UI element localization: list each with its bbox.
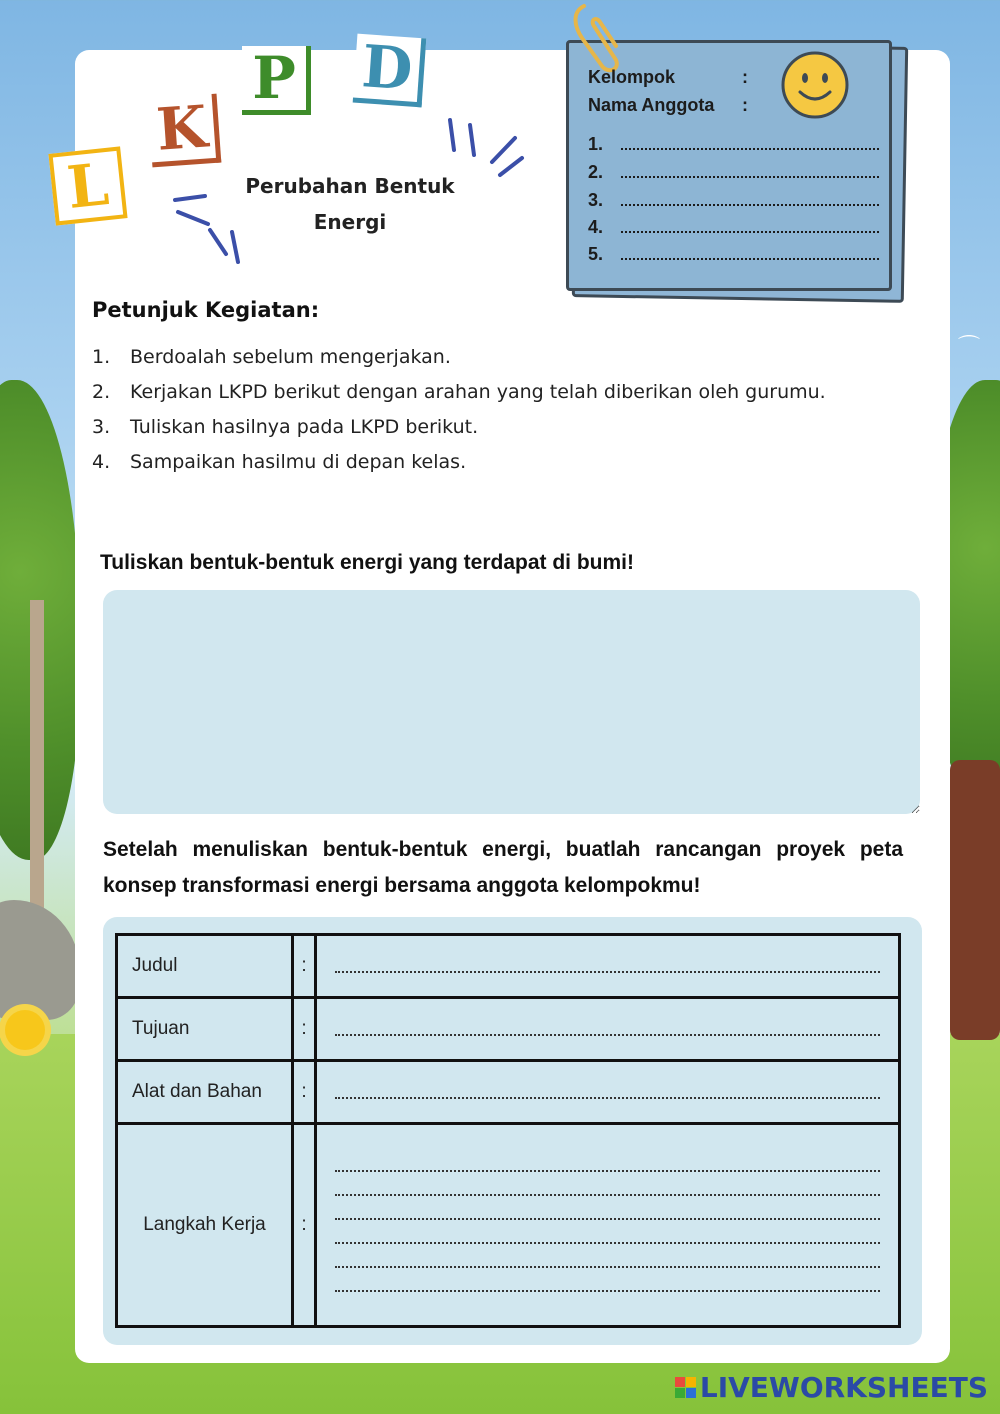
member-number: 1. xyxy=(588,134,604,154)
alat-bahan-input[interactable] xyxy=(316,1061,900,1124)
dotted-line xyxy=(335,1254,880,1268)
member-input-line[interactable] xyxy=(621,250,879,260)
watermark-text: LIVEWORKSHEETS xyxy=(699,1371,988,1404)
dotted-line xyxy=(335,1085,880,1099)
instruction-number: 3. xyxy=(92,416,111,438)
instruction-text: Sampaikan hasilmu di depan kelas. xyxy=(130,451,467,473)
liveworksheets-logo-icon xyxy=(675,1377,696,1398)
dotted-line xyxy=(335,1230,880,1244)
member-line[interactable] xyxy=(588,190,883,211)
title-line-1: Perubahan Bentuk xyxy=(245,174,455,198)
row-label: Langkah Kerja xyxy=(117,1124,293,1327)
flower-icon xyxy=(5,1010,45,1050)
member-number: 2. xyxy=(588,162,604,182)
member-input-line[interactable] xyxy=(621,223,879,233)
table-row xyxy=(117,935,900,998)
member-number: 3. xyxy=(588,190,604,210)
instructions-heading: Petunjuk Kegiatan: xyxy=(92,298,320,322)
instruction-text: Berdoalah sebelum mengerjakan. xyxy=(130,346,451,368)
instruction-item xyxy=(92,375,900,410)
instruction-number: 1. xyxy=(92,346,111,368)
table-row xyxy=(117,1124,900,1327)
instruction-item xyxy=(92,410,900,445)
table-row xyxy=(117,1061,900,1124)
instruction-item xyxy=(92,445,900,480)
instruction-text: Tuliskan hasilnya pada LKPD berikut. xyxy=(130,416,479,438)
project-plan-panel xyxy=(103,917,922,1345)
dotted-line xyxy=(335,1206,880,1220)
member-number: 4. xyxy=(588,217,604,237)
letter-d-block: D xyxy=(353,34,427,108)
kelompok-label: Kelompok xyxy=(588,67,676,87)
dotted-line xyxy=(335,1182,880,1196)
row-label: Judul xyxy=(117,935,293,998)
question-project-plan: Setelah menuliskan bentuk-bentuk energi, buatlah rancangan proyek peta konsep transformasi energi bersama anggota kelompokmu! xyxy=(103,838,903,897)
row-colon: : xyxy=(293,1124,316,1327)
instruction-text: Kerjakan LKPD berikut dengan arahan yang telah diberikan oleh gurumu. xyxy=(130,381,826,403)
background-branch-right xyxy=(950,760,1000,1040)
member-input-line[interactable] xyxy=(621,196,879,206)
row-colon: : xyxy=(293,1061,316,1124)
nama-anggota-label: Nama Anggota xyxy=(588,95,715,115)
member-input-line[interactable] xyxy=(621,168,879,178)
kelompok-colon: : xyxy=(742,67,748,87)
instruction-item xyxy=(92,340,900,375)
tujuan-input[interactable] xyxy=(316,998,900,1061)
dotted-line xyxy=(335,1278,880,1292)
member-line[interactable] xyxy=(588,244,883,265)
question-energy-forms: Tuliskan bentuk-bentuk energi yang terdapat di bumi! xyxy=(100,551,635,574)
letter-p-block: P xyxy=(242,46,311,115)
background-rock xyxy=(0,900,80,1020)
worksheet-title xyxy=(210,168,490,240)
smiley-icon xyxy=(780,50,850,120)
nama-anggota-colon: : xyxy=(742,95,748,115)
title-line-2: Energi xyxy=(313,210,387,234)
langkah-kerja-input[interactable] xyxy=(316,1124,900,1327)
row-label: Tujuan xyxy=(117,998,293,1061)
project-plan-table xyxy=(115,933,901,1328)
energy-forms-answer-box[interactable] xyxy=(103,590,920,814)
dotted-line xyxy=(335,1158,880,1172)
row-label: Alat dan Bahan xyxy=(117,1061,293,1124)
letter-k-block: K xyxy=(148,94,222,168)
member-line[interactable] xyxy=(588,162,883,183)
table-row xyxy=(117,998,900,1061)
instruction-number: 2. xyxy=(92,381,111,403)
member-input-line[interactable] xyxy=(621,140,879,150)
liveworksheets-watermark xyxy=(675,1371,988,1404)
row-colon: : xyxy=(293,998,316,1061)
dotted-line xyxy=(335,1022,880,1036)
instructions-list xyxy=(92,340,900,480)
bird-icon: ⌒ xyxy=(957,335,980,360)
member-line[interactable] xyxy=(588,217,883,238)
instruction-number: 4. xyxy=(92,451,111,473)
member-line[interactable] xyxy=(588,134,883,155)
dotted-line xyxy=(335,959,880,973)
letter-l-block: L xyxy=(48,146,127,225)
row-colon: : xyxy=(293,935,316,998)
judul-input[interactable] xyxy=(316,935,900,998)
member-number: 5. xyxy=(588,244,604,264)
